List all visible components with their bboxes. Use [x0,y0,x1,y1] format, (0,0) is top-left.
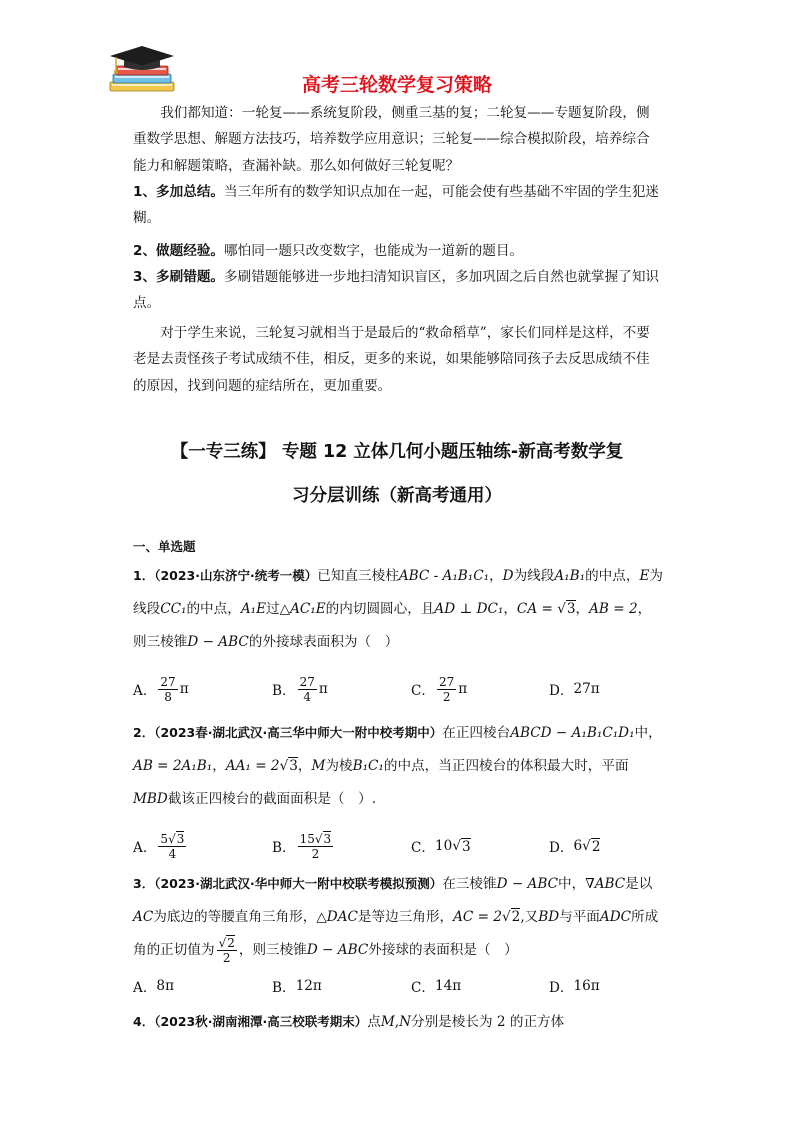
question-text: 在三棱锥 [442,876,497,892]
option-value: 8π [156,978,175,994]
tip-3-label: 3、多刷错题。 [133,269,225,285]
tip-1-label: 1、多加总结。 [133,184,225,200]
pi-symbol: π [458,681,468,697]
option-label: B． [272,840,296,856]
question-text: ， [212,758,226,774]
option-label: B． [272,683,296,699]
question-source: （2023春·湖北武汉·高三华中师大一附中校考期中） [154,725,443,740]
denominator: 8 [164,689,172,704]
question-number: 4． [133,1014,155,1029]
tip-2 [133,238,661,264]
question-text: 是以 [625,876,653,892]
question-text: 中， [634,725,662,741]
question-3-options [133,968,693,1004]
intro-paragraph: 我们都知道：一轮复——系统复阶段，侧重三基的复；二轮复——专题复阶段，侧重数学思想、解题方法技巧，培养数学应用意识；三轮复——综合模拟阶段，培养综合能力和解题策略，查漏补缺。那么如何做好三轮复呢？ [133,105,650,174]
option-label: D． [549,683,574,699]
question-text: 为棱 [325,758,353,774]
option-b[interactable] [272,828,335,864]
option-value: 27π [573,681,600,697]
option-value: 14π [435,978,462,994]
math-radicand: 3 [289,758,298,774]
option-c[interactable] [411,671,467,707]
tip-3-text: 多刷错题能够进一步地扫清知识盲区，多加巩固之后自然也就掌握了知识点。 [133,269,660,312]
math-radicand: 2 [227,936,235,950]
option-value: 6 [573,838,583,854]
question-1: 1．（2023·山东济宁·统考一模）已知直三棱柱ABC - A₁B₁C₁，D为线段A₁B₁的中点，E为线段CC₁的中点，A₁E过△AC₁E的内切圆圆心，且AD ⊥ DC₁，CA = √3，AB = 2，则三棱锥D − ABC的外接球表面积为（ ） [133,568,663,650]
question-text: 为底边的等腰直角三角形， [153,909,317,925]
question-text: ， [503,601,517,617]
math-expr: △DAC [316,909,358,925]
question-2-options [133,828,693,864]
math-radicand: 3 [461,838,471,855]
banner-title: 高考三轮数学复习策略 [301,74,492,96]
question-source: （2023·山东济宁·统考一模） [154,568,318,583]
document-title-line-1: 【一专三练】 专题 12 立体几何小题压轴练-新高考数学复 [170,442,624,462]
pi-symbol: π [318,681,328,697]
math-expr: AC = 2 [453,909,502,925]
question-text: 的中点，当正四棱台的体积最大时，平面 [383,758,629,774]
denominator: 4 [303,689,312,704]
question-number: 1． [133,568,155,583]
question-3: 3．（2023·湖北武汉·华中师大一附中校联考模拟预测）在三棱锥D − ABC中，∇ABC是以AC为底边的等腰直角三角形，△DAC是等边三角形，AC = 2√2,又BD与平面ADC所成角的正切值为 $\frac{√2}{2}$ ，则三棱锥D − ABC外接球的表面积是（ ） [133,876,659,965]
question-text: ， [297,758,312,774]
question-text: 为线段 [133,568,663,617]
math-expr: AB = 2 [589,601,638,617]
denominator: 4 [168,846,177,861]
option-b[interactable] [272,968,322,1004]
math-expr: AA₁ = 2 [225,758,280,774]
option-value: 16π [573,978,600,994]
math-radicand: 2 [591,838,601,855]
math-radicand: 3 [323,831,332,846]
fraction [298,675,317,704]
question-number: 3． [133,876,155,891]
option-label: D． [549,840,574,856]
question-text: 的中点， [585,568,640,584]
math-expr: AB = 2A₁B₁ [133,758,213,774]
option-label: C． [411,840,435,856]
question-text: ，则三棱锥 [133,601,652,650]
question-text: 在正四棱台 [442,725,511,741]
math-expr: A₁B₁ [554,568,586,584]
tip-1-text: 当三年所有的数学知识点加在一起，可能会使有些基础不牢固的学生犯迷糊。 [133,184,660,227]
option-label: B． [272,980,296,996]
math-expr: AC [133,909,154,925]
question-text: 的中点， [186,601,241,617]
question-text: 的外接球表面积为（ ） [248,634,399,650]
option-label: A． [133,840,157,856]
math-expr: B₁C₁ [352,758,384,774]
question-2: 2．（2023春·湖北武汉·高三华中师大一附中校考期中）在正四棱台ABCD − A₁B₁C₁D₁中，AB = 2A₁B₁，AA₁ = 2√3，M为棱B₁C₁的中点，当正四棱台的体积最大时，平面MBD截该正四棱台的截面面积是（ ）. [133,725,662,807]
question-text: 是等边三角形， [357,909,454,925]
math-expr: D − ABC [496,876,559,892]
tip-2-label: 2、做题经验。 [133,243,225,259]
fraction [298,832,334,861]
option-label: C． [411,980,435,996]
option-c[interactable] [411,968,461,1004]
question-text: , [394,1014,400,1030]
option-d[interactable] [549,671,600,707]
math-expr: ∇ABC [585,876,626,892]
fraction [158,675,177,704]
math-expr: CA = [516,601,558,617]
math-radicand: 3 [566,601,576,617]
question-text: 截该正四棱台的截面面积是（ ）. [167,791,377,807]
question-number: 2． [133,725,155,740]
math-expr: D − ABC [187,634,249,650]
option-label: D． [549,980,574,996]
option-label: A． [133,683,157,699]
numerator: 5√3 [160,831,185,846]
question-4 [133,1005,663,1039]
math-expr: ABC - A₁B₁C₁ [398,568,490,584]
math-expr: M [380,1014,395,1030]
math-expr: M [311,758,326,774]
numerator-coef: 5 [160,831,169,846]
pi-symbol: π [179,681,189,697]
numerator: √2 [218,936,235,950]
tip-3 [133,264,661,317]
fraction [158,832,186,861]
math-expr: D − ABC [306,942,369,958]
question-text: 外接球的表面积是（ ） [368,942,518,958]
math-expr: AD ⊥ DC₁ [434,601,504,617]
option-d[interactable] [549,968,600,1004]
math-expr: ABCD − A₁B₁C₁D₁ [510,725,635,741]
question-text: 所成角的正切值为 [133,909,659,958]
option-c[interactable]: C． 10 √ 3 [411,838,471,856]
numerator: 27 [299,674,315,689]
option-value: 12π [295,978,322,994]
math-expr: D [502,568,514,584]
denominator: 2 [311,846,320,861]
math-radicand: 2 [511,909,521,925]
math-expr: A₁E [240,601,267,617]
question-text: ， [489,568,503,584]
denominator: 2 [222,951,231,965]
question-text: ， [575,601,590,617]
question-source: （2023·湖北武汉·华中师大一附中校联考模拟预测） [154,876,443,891]
math-radicand: 3 [176,831,185,846]
question-text: ,又 [520,909,539,925]
closing-paragraph: 对于学生来说，三轮复习就相当于是最后的“救命稻草”，家长们同样是这样，不要老是去责怪孩子考试成绩不佳，相反，更多的来说，如果能够陪同孩子去反思成绩不佳的原因，找到问题的症结所在，更加重要。 [133,325,650,394]
math-expr: ADC [599,909,632,925]
option-label: A． [133,980,157,996]
question-text: 为线段 [513,568,555,584]
question-text: ，则三棱锥 [238,942,307,958]
math-expr: △AC₁E [279,601,326,617]
question-text: 点 [367,1014,381,1030]
document-title-line-2: 习分层训练（新高考通用） [292,486,502,506]
option-b[interactable] [272,671,328,707]
numerator: 15√3 [299,831,332,846]
math-expr: BD [538,909,560,925]
option-d[interactable]: D． 6 √ 2 [549,838,601,856]
section-heading: 一、单选题 [133,539,196,554]
option-value: 10 [435,838,453,854]
math-expr: CC₁ [160,601,187,617]
option-a[interactable] [133,968,174,1004]
question-text: 中， [558,876,586,892]
numerator: 27 [160,674,176,689]
math-expr: MBD [133,791,168,807]
question-text: 的内切圆圆心，且 [325,601,435,617]
question-1-options [133,671,693,707]
denominator: 2 [442,689,451,704]
fraction [217,936,237,965]
question-text: 过 [266,601,280,617]
tip-2-text: 哪怕同一题只改变数字，也能成为一道新的题目。 [224,243,524,259]
option-a[interactable] [133,671,189,707]
numerator-coef: 15 [299,831,315,846]
option-a[interactable] [133,828,188,864]
question-text: 已知直三棱柱 [317,568,399,584]
question-text: 分别是棱长为 2 的正方体 [411,1014,565,1030]
question-text: 与平面 [559,909,600,925]
option-label: C． [411,683,435,699]
fraction [437,675,456,704]
tip-1 [133,179,661,232]
math-expr: E [639,568,650,584]
numerator: 27 [439,674,455,689]
question-source: （2023秋·湖南湘潭·高三校联考期末） [154,1014,368,1029]
math-expr: N [399,1014,411,1030]
